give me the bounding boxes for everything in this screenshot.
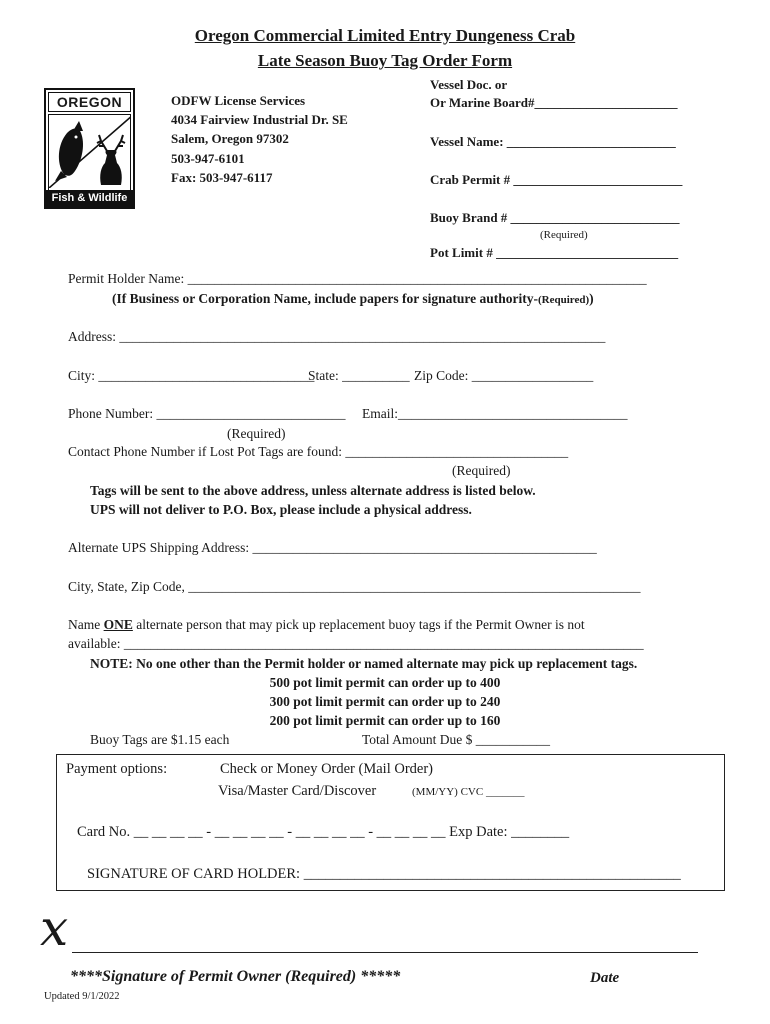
odfw-logo: [44, 88, 135, 209]
logo-emblem: [48, 114, 131, 192]
logo-bottom-text: Fish & Wildlife: [46, 190, 133, 207]
limit-200: 200 pot limit permit can order up to 160: [269, 713, 501, 728]
owner-signature-line[interactable]: [72, 952, 698, 953]
agency-street: 4034 Fairview Industrial Dr. SE: [171, 112, 348, 127]
card-number-field[interactable]: Card No. __ __ __ __ - __ __ __ __ - __ __ __ __ - __ __ __ __ Exp Date: ________: [77, 824, 570, 840]
agency-city: Salem, Oregon 97302: [171, 131, 289, 146]
price-text: Buoy Tags are $1.15 each: [90, 732, 230, 747]
fish-deer-icon: [49, 115, 131, 188]
updated-date: Updated 9/1/2022: [44, 991, 120, 1002]
city-field[interactable]: City: ________________________________: [68, 368, 315, 383]
pot-limit-field[interactable]: Pot Limit # ____________________________: [430, 245, 679, 260]
permit-holder-field[interactable]: Permit Holder Name: ____________________________________________________________________: [68, 271, 647, 286]
signature-x-mark: x: [40, 899, 69, 957]
agency-phone: 503-947-6101: [171, 151, 245, 166]
alt-address-field[interactable]: Alternate UPS Shipping Address: ___________________________________________________: [68, 540, 597, 555]
payment-options-label: Payment options:: [66, 761, 168, 777]
crab-permit-field[interactable]: Crab Permit # __________________________: [430, 172, 683, 187]
address-field[interactable]: Address: ________________________________________________________________________: [68, 329, 606, 344]
business-note-close: ): [589, 291, 594, 306]
phone-required: (Required): [227, 426, 286, 441]
business-note-text: (If Business or Corporation Name, include papers for signature authority-: [112, 291, 539, 306]
agency-name: ODFW License Services: [171, 93, 306, 108]
owner-signature-caption: ****Signature of Permit Owner (Required) *****: [70, 968, 401, 985]
alternate-post: alternate person that may pick up replacement buoy tags if the Permit Owner is not: [132, 617, 585, 632]
limit-500: 500 pot limit permit can order up to 400: [269, 675, 501, 690]
form-title-line2: Late Season Buoy Tag Order Form: [257, 51, 513, 70]
business-required: (Required): [538, 294, 590, 306]
state-field[interactable]: State: __________: [308, 368, 410, 383]
shipping-note-2: UPS will not deliver to P.O. Box, please include a physical address.: [90, 502, 472, 517]
contact-phone-field[interactable]: Contact Phone Number if Lost Pot Tags are found: _________________________________: [68, 444, 569, 459]
alternate-pre: Name: [68, 617, 104, 632]
alt-city-field[interactable]: City, State, Zip Code, ___________________________________________________________________: [68, 579, 641, 594]
card-option[interactable]: Visa/Master Card/Discover: [218, 783, 377, 799]
cvc-field[interactable]: (MM/YY) CVC _______: [412, 786, 525, 798]
card-holder-signature-field[interactable]: SIGNATURE OF CARD HOLDER: ____________________________________________________: [87, 866, 681, 882]
agency-fax: Fax: 503-947-6117: [171, 170, 273, 185]
form-title-line1: Oregon Commercial Limited Entry Dungeness Crab: [194, 26, 576, 45]
shipping-note-1: Tags will be sent to the above address, unless alternate address is listed below.: [90, 483, 536, 498]
phone-field[interactable]: Phone Number: ____________________________: [68, 406, 346, 421]
buoy-brand-field[interactable]: Buoy Brand # __________________________: [430, 210, 680, 225]
alternate-one: ONE: [103, 617, 133, 632]
vessel-name-field[interactable]: Vessel Name: __________________________: [430, 134, 676, 149]
logo-top-text: OREGON: [48, 92, 131, 112]
buoy-brand-required: (Required): [540, 229, 588, 241]
alternate-note: NOTE: No one other than the Permit holder or named alternate may pick up replacement tags.: [90, 656, 638, 671]
marine-board-field[interactable]: Or Marine Board#______________________: [430, 95, 678, 110]
business-note: [112, 291, 594, 307]
email-field[interactable]: Email:__________________________________: [362, 406, 628, 421]
check-option[interactable]: Check or Money Order (Mail Order): [220, 761, 433, 777]
contact-phone-required: (Required): [452, 463, 511, 478]
alternate-person-line: [68, 617, 585, 633]
alternate-person-field[interactable]: available: _____________________________________________________________________________: [68, 636, 644, 651]
vessel-doc-label: Vessel Doc. or: [430, 77, 508, 92]
total-amount-field[interactable]: Total Amount Due $ ___________: [362, 732, 551, 747]
limit-300: 300 pot limit permit can order up to 240: [269, 694, 501, 709]
zip-field[interactable]: Zip Code: __________________: [414, 368, 594, 383]
date-caption: Date: [590, 970, 620, 986]
